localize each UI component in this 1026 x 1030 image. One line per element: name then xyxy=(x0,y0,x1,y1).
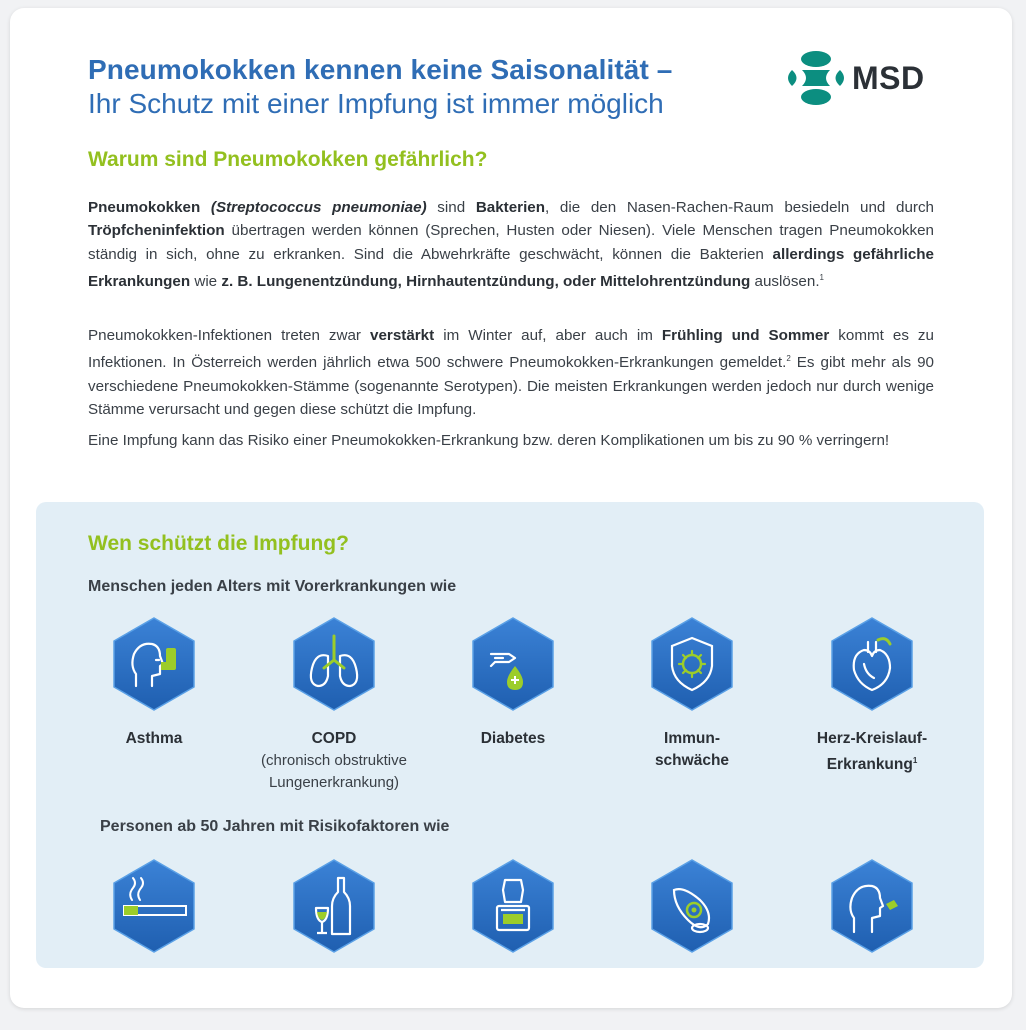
msd-logo-text: MSD xyxy=(852,60,925,96)
p1-t11: auslösen. xyxy=(750,273,820,291)
risk-smoking xyxy=(54,856,254,956)
p2-t3: im Winter auf, aber auch im xyxy=(434,327,662,344)
p1-t3: sind xyxy=(426,199,476,216)
p1-t6: Tröpfcheninfektion xyxy=(88,222,225,240)
condition-copd-label: COPD xyxy=(311,730,357,747)
p1-t2: (Streptococcus pneumoniae) xyxy=(210,199,427,216)
liver-disease-icon xyxy=(644,856,740,956)
p1-t7: übertragen werden können (Sprechen, Husten oder Niesen). Viele Menschen tragen Pneumokokken ständig in sich, ohne zu erkranken. Sind die Abwehrkräfte geschwächt, können die Bakterien xyxy=(88,222,934,263)
p1-t10: z. B. Lungenentzündung, Hirnhautentzündung, oder Mittelohrentzündung xyxy=(221,273,751,291)
paragraph-2 xyxy=(88,324,934,422)
title-line-2: Ihr Schutz mit einer Impfung ist immer möglich xyxy=(88,88,664,119)
protection-panel xyxy=(36,502,984,968)
paragraph-1 xyxy=(88,196,934,294)
condition-asthma-label: Asthma xyxy=(125,730,183,747)
p1-t8: allerdings gefährliche Erkrankungen xyxy=(88,245,934,291)
condition-cardio-label-b-wrap xyxy=(772,750,972,776)
risk-breathing xyxy=(772,856,972,956)
p2-ref: 2 xyxy=(786,354,791,364)
asthma-inhaler-icon xyxy=(106,614,202,714)
condition-copd xyxy=(234,614,434,794)
p1-t4: Bakterien xyxy=(475,199,546,216)
section-heading-danger: Warum sind Pneumokokken gefährlich? xyxy=(88,148,488,171)
virus-shield-icon xyxy=(644,614,740,714)
condition-immune-label-a: Immun- xyxy=(664,730,720,747)
p1-t1: Pneumokokken xyxy=(88,199,201,216)
breathing-icon xyxy=(824,856,920,956)
section-heading-protection: Wen schützt die Impfung? xyxy=(88,532,349,555)
cigarette-icon xyxy=(106,856,202,956)
p2-t5: kommt es zu Infektionen. In Österreich werden jährlich etwa 500 schwere Pneumokokken-Erkrankungen gemeldet. xyxy=(88,327,934,372)
condition-diabetes-label: Diabetes xyxy=(480,730,546,747)
risk-liver xyxy=(592,856,792,956)
condition-asthma xyxy=(54,614,254,750)
title-line-1: Pneumokokken kennen keine Saisonalität – xyxy=(88,54,673,85)
condition-diabetes xyxy=(413,614,613,750)
condition-cardio-ref: 1 xyxy=(912,756,918,765)
diabetes-glucose-icon xyxy=(465,614,561,714)
condition-cardio-label-a: Herz-Kreislauf- xyxy=(816,730,928,747)
heart-icon xyxy=(824,614,920,714)
condition-cardiovascular xyxy=(772,614,972,776)
p1-t9: wie xyxy=(190,273,222,291)
p2-t4: Frühling und Sommer xyxy=(661,327,830,344)
condition-immune-label-b: schwäche xyxy=(654,752,730,769)
risk-alcohol xyxy=(234,856,434,956)
flyer-card xyxy=(10,8,1012,1008)
lungs-icon xyxy=(286,614,382,714)
alcohol-icon xyxy=(286,856,382,956)
condition-immune-deficiency xyxy=(592,614,792,772)
kidney-dialysis-icon xyxy=(465,856,561,956)
condition-cardio-label-b: Erkrankung xyxy=(826,756,913,774)
p2-t2: verstärkt xyxy=(370,327,435,344)
p2-t1: Pneumokokken-Infektionen treten zwar xyxy=(88,327,371,344)
p2-t6: Es gibt mehr als 90 verschiedene Pneumokokken-Stämme (sogenannte Serotypen). Die meisten Erkrankungen werden jedoch nur durch wenige Stämme verursacht und gegen diese schützt die Impfung. xyxy=(88,354,935,419)
subheading-risk-factors: Personen ab 50 Jahren mit Risikofaktoren wie xyxy=(100,818,450,835)
p1-ref: 1 xyxy=(819,273,824,283)
subheading-conditions: Menschen jeden Alters mit Vorerkrankungen wie xyxy=(88,578,457,595)
condition-copd-sublabel: (chronisch obstruktive Lungenerkrankung) xyxy=(261,752,407,791)
p1-t5: , die den Nasen-Rachen-Raum besiedeln und durch xyxy=(545,199,934,216)
risk-kidney xyxy=(413,856,613,956)
paragraph-3-highlight: Eine Impfung kann das Risiko einer Pneumokokken-Erkrankung bzw. deren Komplikationen um bis zu 90 % verringern! xyxy=(88,432,890,449)
